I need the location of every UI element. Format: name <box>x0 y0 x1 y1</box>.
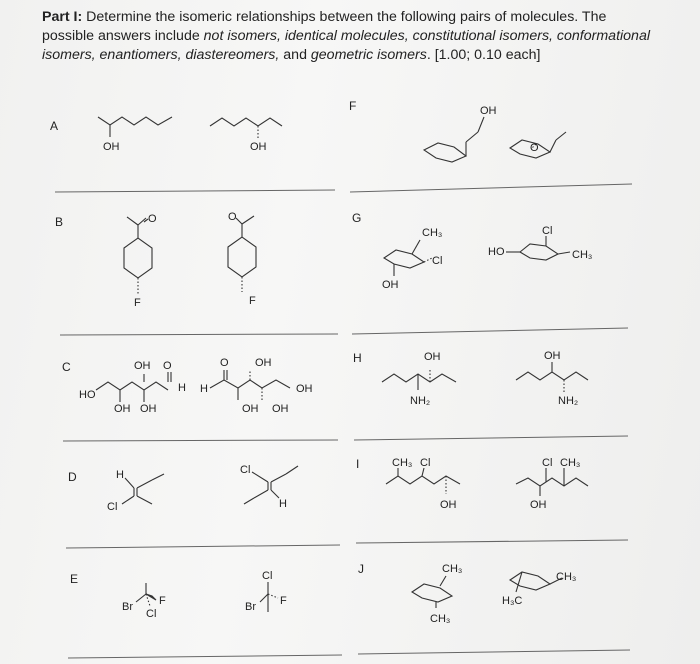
h1-nh2: NH₂ <box>410 395 431 407</box>
c2-oh-1: OH <box>242 403 259 415</box>
label-j: J <box>358 562 364 576</box>
e1-br: Br <box>122 601 133 613</box>
answer-line-a[interactable] <box>55 190 335 192</box>
molecule-j1 <box>412 563 462 625</box>
i2-cl: Cl <box>542 457 553 469</box>
molecule-e1 <box>122 583 166 620</box>
molecule-a2 <box>210 118 282 153</box>
h2-oh: OH <box>544 350 561 362</box>
g1-ch3: CH₃ <box>422 227 443 239</box>
molecule-i1 <box>386 457 460 511</box>
answer-options: not isomers, identical molecules, constitutional isomers, conformational isomers, enantiomers, diastereomers, <box>42 28 650 63</box>
answer-line-i[interactable] <box>356 540 628 543</box>
a1-oh: OH <box>103 141 120 153</box>
answer-option-geometric: geometric isomers <box>310 47 427 63</box>
g1-cl: Cl <box>432 255 443 267</box>
label-d: D <box>68 470 77 484</box>
c2-h: H <box>200 383 208 395</box>
j2-h3c: H₃C <box>502 595 523 607</box>
answer-line-d[interactable] <box>66 545 340 548</box>
e1-f: F <box>159 595 166 607</box>
c1-oh-1: OH <box>114 403 131 415</box>
molecule-h2 <box>516 350 588 407</box>
c1-o: O <box>163 360 172 372</box>
answer-line-h[interactable] <box>354 436 628 440</box>
instructions-text-3: . [1.00; 0.10 each] <box>426 47 541 63</box>
c1-oh-2: OH <box>140 403 157 415</box>
b1-f: F <box>134 297 141 309</box>
g2-cl: Cl <box>542 225 553 237</box>
molecule-b2 <box>228 211 256 307</box>
i2-ch3: CH₃ <box>560 457 581 469</box>
answer-line-c[interactable] <box>63 440 338 441</box>
c2-oh-2: OH <box>272 403 289 415</box>
b2-o: O <box>228 211 237 223</box>
i1-cl: Cl <box>420 457 431 469</box>
answer-line-g[interactable] <box>352 328 628 334</box>
b1-o: O <box>148 213 157 225</box>
label-a: A <box>50 119 59 133</box>
c1-oh-top: OH <box>134 360 151 372</box>
c1-ho: HO <box>79 389 96 401</box>
b2-f: F <box>249 295 256 307</box>
g2-ch3: CH₃ <box>572 249 593 261</box>
a2-oh: OH <box>250 141 267 153</box>
e1-cl: Cl <box>146 608 157 620</box>
molecule-d1 <box>107 469 164 513</box>
molecule-j2 <box>502 571 576 607</box>
molecule-f1 <box>424 105 497 162</box>
answer-line-e[interactable] <box>68 655 342 658</box>
molecule-g2 <box>488 225 592 261</box>
e2-br: Br <box>245 601 256 613</box>
c1-h: H <box>178 382 186 394</box>
molecule-c1 <box>79 360 186 415</box>
molecule-e2 <box>245 570 287 613</box>
molecule-c2 <box>200 357 313 415</box>
j1-ch3-bottom: CH₃ <box>430 613 451 625</box>
molecule-f2 <box>510 132 566 158</box>
label-b: B <box>55 215 64 229</box>
label-i: I <box>356 457 360 471</box>
g2-ho: HO <box>488 246 505 258</box>
molecule-h1 <box>382 351 456 407</box>
j2-ch3: CH₃ <box>556 571 577 583</box>
h2-nh2: NH₂ <box>558 395 579 407</box>
label-c: C <box>62 360 71 374</box>
d1-cl: Cl <box>107 501 118 513</box>
f2-o: O <box>530 142 539 154</box>
instructions-text-1: Determine the isomeric relationships between the following pairs of molecules. The possible answers include <box>42 9 607 44</box>
molecule-i2 <box>516 457 588 511</box>
molecule-g1 <box>382 227 442 291</box>
answer-line-b[interactable] <box>60 334 338 335</box>
d1-h: H <box>116 469 124 481</box>
part-label: Part I: <box>42 9 83 25</box>
label-h: H <box>353 351 362 365</box>
instructions-text-2: and <box>279 47 311 63</box>
i1-oh: OH <box>440 499 457 511</box>
i1-ch3: CH₃ <box>392 457 413 469</box>
label-g: G <box>352 211 362 225</box>
label-e: E <box>70 572 79 586</box>
d2-cl: Cl <box>240 464 251 476</box>
d2-h: H <box>279 498 287 510</box>
c2-oh-end: OH <box>296 383 313 395</box>
label-f: F <box>349 99 357 113</box>
g1-oh: OH <box>382 279 399 291</box>
answer-line-j[interactable] <box>358 650 630 654</box>
molecule-b1 <box>124 213 157 309</box>
j1-ch3-top: CH₃ <box>442 563 463 575</box>
e2-cl: Cl <box>262 570 273 582</box>
answer-line-f[interactable] <box>350 184 632 192</box>
molecule-d2 <box>240 464 298 510</box>
h1-oh: OH <box>424 351 441 363</box>
molecule-a1 <box>98 117 172 153</box>
e2-f: F <box>280 595 287 607</box>
c2-oh-top: OH <box>255 357 272 369</box>
i2-oh: OH <box>530 499 547 511</box>
f1-oh: OH <box>480 105 497 117</box>
c2-o: O <box>220 357 229 369</box>
